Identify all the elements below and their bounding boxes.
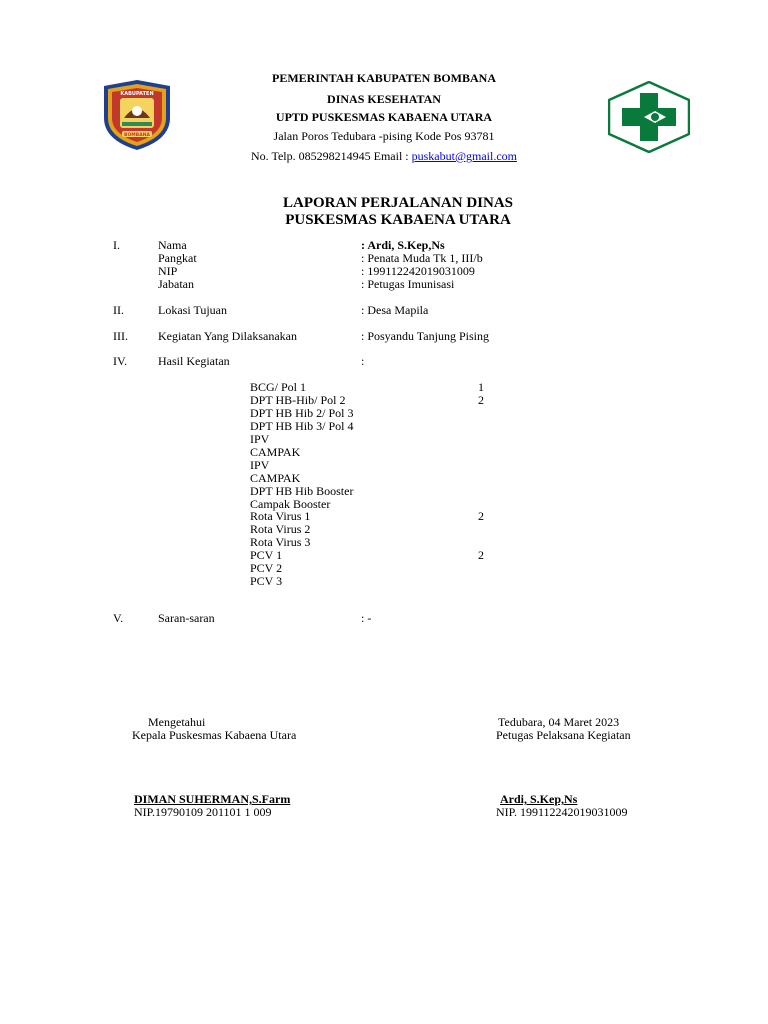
field-label-pangkat: Pangkat — [158, 251, 197, 265]
field-value-nama: : Ardi, S.Kep,Ns — [361, 238, 445, 252]
header-government: PEMERINTAH KABUPATEN BOMBANA — [271, 71, 496, 85]
result-item-name: Rota Virus 3 — [250, 535, 311, 549]
field-value-kegiatan: : Posyandu Tanjung Pising — [361, 329, 489, 343]
email-link[interactable]: puskabut@gmail.com — [411, 149, 517, 163]
field-label-jabatan: Jabatan — [158, 277, 194, 291]
field-value-pangkat: : Penata Muda Tk 1, III/b — [361, 251, 483, 265]
signature-left-acknowledged: Mengetahui — [148, 715, 206, 729]
result-item-name: IPV — [250, 432, 270, 446]
result-item-name: DPT HB Hib 2/ Pol 3 — [250, 406, 354, 420]
signature-right-name: Ardi, S.Kep,Ns — [500, 792, 578, 806]
result-item-name: IPV — [250, 458, 270, 472]
logo-left-bottom-text: BOMBANA — [124, 133, 150, 138]
result-item-name: CAMPAK — [250, 445, 301, 459]
result-item-name: Rota Virus 2 — [250, 522, 311, 536]
signature-left-name: DIMAN SUHERMAN,S.Farm — [134, 792, 291, 806]
field-label-lokasi: Lokasi Tujuan — [158, 303, 228, 317]
signature-right-position: Petugas Pelaksana Kegiatan — [496, 728, 631, 742]
field-value-saran: : - — [361, 611, 372, 625]
section-v-number: V. — [113, 611, 124, 625]
section-iii-number: III. — [113, 329, 128, 343]
signature-right-place-date: Tedubara, 04 Maret 2023 — [498, 715, 620, 729]
field-label-nip: NIP — [158, 264, 178, 278]
result-item-name: BCG/ Pol 1 — [250, 380, 307, 394]
field-value-nip: : 199112242019031009 — [361, 264, 475, 278]
field-label-saran: Saran-saran — [158, 611, 215, 625]
result-item-name: DPT HB Hib Booster — [250, 484, 354, 498]
result-item-name: Campak Booster — [250, 497, 331, 511]
signature-left-nip: NIP.19790109 201101 1 009 — [134, 805, 272, 819]
field-value-lokasi: : Desa Mapila — [361, 303, 429, 317]
result-item-name: DPT HB Hib 3/ Pol 4 — [250, 419, 354, 433]
logo-left-top-text: KABUPATEN — [120, 91, 154, 97]
header-contact — [0, 149, 768, 163]
result-item-count: 2 — [478, 393, 484, 407]
field-value-jabatan: : Petugas Imunisasi — [361, 277, 455, 291]
section-iv-number: IV. — [113, 354, 128, 368]
result-item-count: 2 — [478, 509, 484, 523]
result-item-count: 1 — [478, 380, 484, 394]
header-phone: No. Telp. 085298214945 Email : — [251, 149, 412, 163]
result-item-name: CAMPAK — [250, 471, 301, 485]
field-label-nama: Nama — [158, 238, 187, 252]
field-label-kegiatan: Kegiatan Yang Dilaksanakan — [158, 329, 297, 343]
report-title: LAPORAN PERJALANAN DINAS — [282, 195, 513, 211]
result-item-name: DPT HB-Hib/ Pol 2 — [250, 393, 346, 407]
result-item-name: PCV 2 — [250, 561, 283, 575]
section-ii-number: II. — [113, 303, 124, 317]
result-item-count: 2 — [478, 548, 484, 562]
result-item-name: PCV 1 — [250, 548, 283, 562]
report-subtitle: PUSKESMAS KABAENA UTARA — [285, 212, 511, 228]
header-address: Jalan Poros Tedubara -pising Kode Pos 93781 — [273, 129, 495, 143]
signature-right-nip: NIP. 199112242019031009 — [496, 805, 628, 819]
header-puskesmas: UPTD PUSKESMAS KABAENA UTARA — [275, 110, 493, 124]
result-item-name: PCV 3 — [250, 574, 283, 588]
header-department: DINAS KESEHATAN — [327, 92, 441, 106]
result-item-name: Rota Virus 1 — [250, 509, 311, 523]
signature-left-position: Kepala Puskesmas Kabaena Utara — [132, 728, 297, 742]
section-i-number: I. — [113, 238, 120, 252]
field-label-hasil: Hasil Kegiatan — [158, 354, 230, 368]
field-value-hasil: : — [361, 354, 365, 368]
